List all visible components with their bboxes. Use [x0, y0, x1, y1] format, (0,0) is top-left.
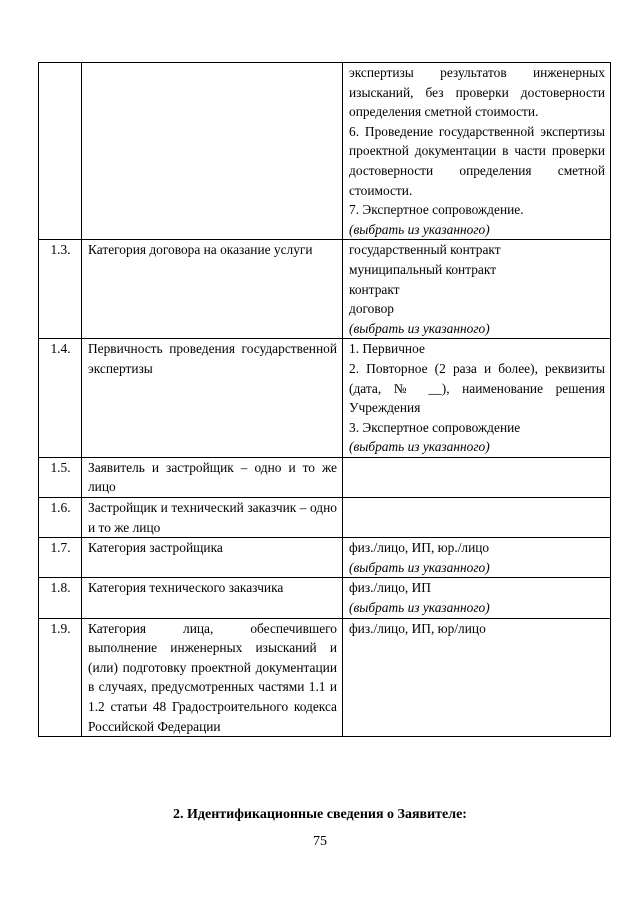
table-row	[39, 339, 611, 458]
application-form-table	[38, 62, 611, 737]
row-number: 1.3.	[39, 240, 82, 339]
page-number: 75	[313, 834, 327, 849]
table-row	[39, 618, 611, 737]
value-line: контракт	[349, 281, 400, 297]
value-line: 2. Повторное (2 раза и более), реквизиты (дата, № __), наименование решения Учреждения	[349, 360, 605, 416]
row-field-name: Категория технического заказчика	[82, 578, 343, 618]
value-line: 3. Экспертное сопровождение	[349, 419, 521, 435]
row-field-value	[343, 578, 611, 618]
selection-hint: (выбрать из указанного)	[349, 439, 490, 455]
row-field-name: Заявитель и застройщик – одно и то же лицо	[82, 457, 343, 497]
selection-hint: (выбрать из указанного)	[349, 221, 490, 237]
row-number: 1.9.	[39, 618, 82, 737]
value-line: государственный контракт	[349, 242, 501, 258]
table-row	[39, 240, 611, 339]
row-number	[39, 63, 82, 240]
table-row	[39, 498, 611, 538]
row-field-value	[343, 63, 611, 240]
row-field-name: Первичность проведения государственной экспертизы	[82, 339, 343, 458]
value-line: физ./лицо, ИП	[349, 580, 431, 596]
table-row	[39, 63, 611, 240]
row-number: 1.5.	[39, 457, 82, 497]
row-number: 1.6.	[39, 498, 82, 538]
table-row	[39, 457, 611, 497]
table-row	[39, 578, 611, 618]
value-line: муниципальный контракт	[349, 261, 497, 277]
row-field-name: Застройщик и технический заказчик – одно и то же лицо	[82, 498, 343, 538]
value-line: экспертизы результатов инженерных изысканий, без проверки достоверности определения сметной стоимости.	[349, 65, 605, 120]
row-field-value	[343, 618, 611, 737]
value-line: физ./лицо, ИП, юр./лицо	[349, 540, 490, 556]
table-row	[39, 538, 611, 578]
row-field-value	[343, 498, 611, 538]
value-line: 7. Экспертное сопровождение.	[349, 202, 524, 218]
row-number: 1.4.	[39, 339, 82, 458]
row-field-name: Категория лица, обеспечившего выполнение инженерных изысканий и (или) подготовку проектной документации в случаях, предусмотренных частями 1.1 и 1.2 статьи 48 Градостроительного кодекса Российской Федерации	[82, 618, 343, 737]
row-field-value	[343, 457, 611, 497]
row-number: 1.7.	[39, 538, 82, 578]
row-field-value	[343, 240, 611, 339]
value-line: договор	[349, 301, 394, 317]
value-line: 6. Проведение государственной экспертизы проектной документации в части проверки достоверности определения сметной стоимости.	[349, 123, 605, 198]
row-field-value	[343, 339, 611, 458]
selection-hint: (выбрать из указанного)	[349, 559, 490, 575]
row-field-name	[82, 63, 343, 240]
section-heading: 2. Идентификационные сведения о Заявителе:	[173, 807, 467, 822]
selection-hint: (выбрать из указанного)	[349, 320, 490, 336]
row-field-name: Категория договора на оказание услуги	[82, 240, 343, 339]
row-field-value	[343, 538, 611, 578]
value-line: 1. Первичное	[349, 341, 425, 357]
row-number: 1.8.	[39, 578, 82, 618]
value-line: физ./лицо, ИП, юр/лицо	[349, 620, 486, 636]
form-table-body	[39, 63, 611, 737]
selection-hint: (выбрать из указанного)	[349, 600, 490, 616]
row-field-name: Категория застройщика	[82, 538, 343, 578]
